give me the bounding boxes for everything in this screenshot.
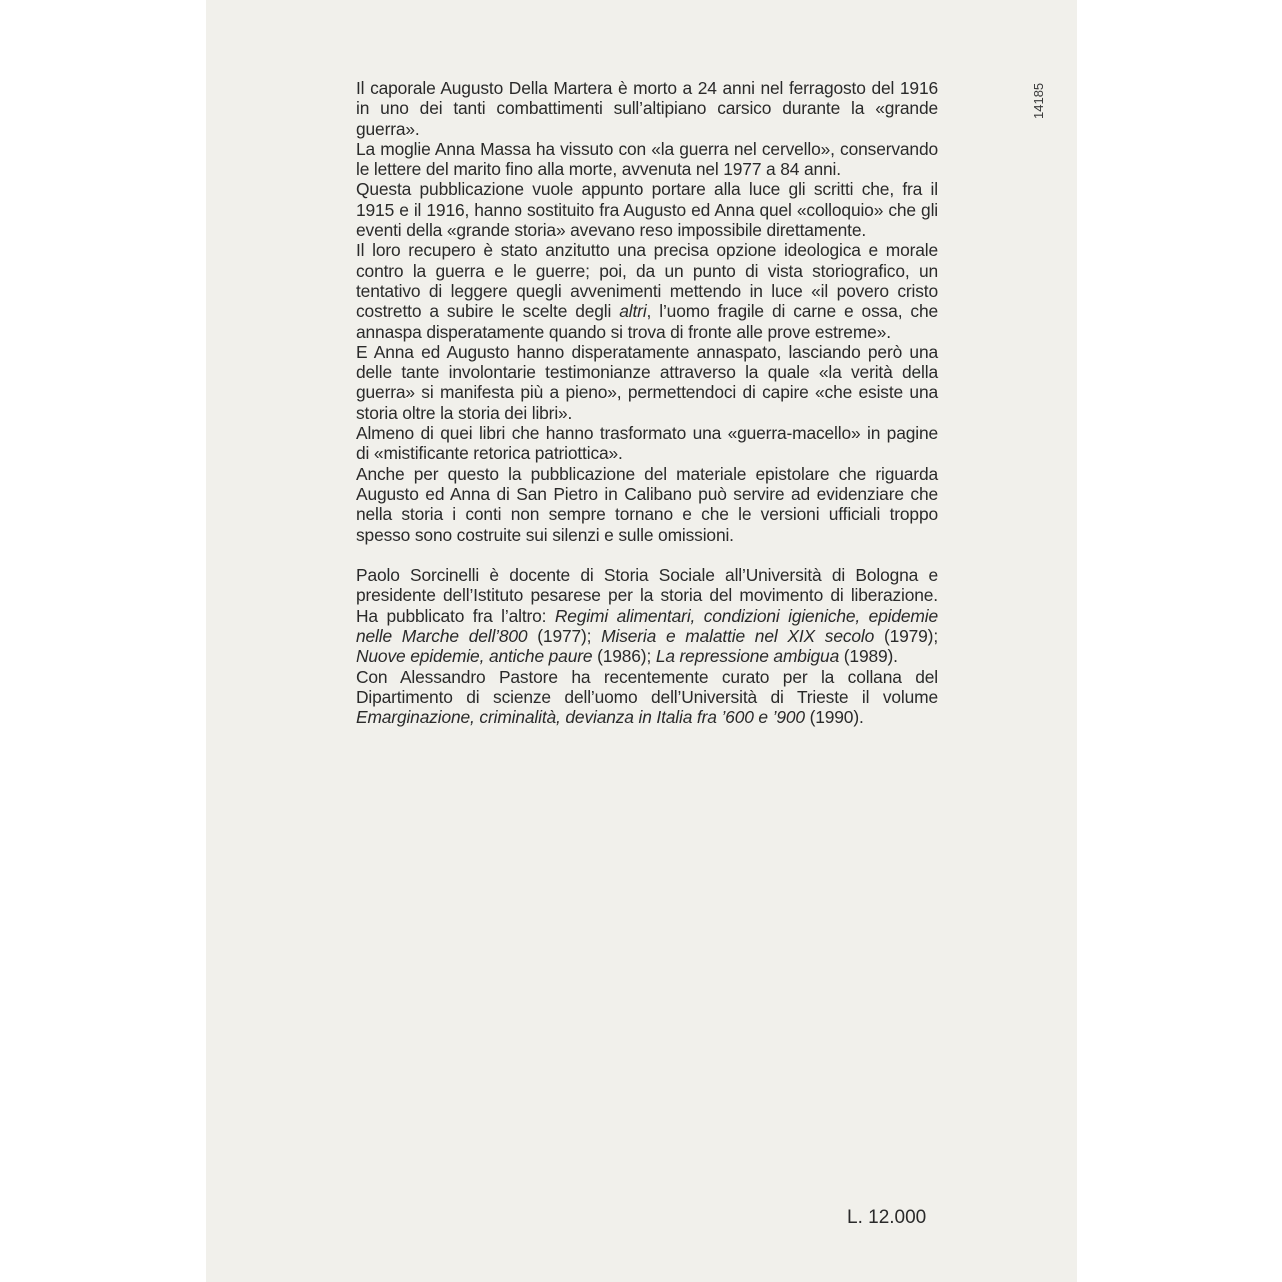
paragraph-2: La moglie Anna Massa ha vissuto con «la guerra nel cervello», conservando le lettere del marito fino alla morte, avvenuta nel 1977 a 84 anni. <box>356 138 938 180</box>
author-bio-paragraph-1 <box>356 565 938 666</box>
price-label: L. 12.000 <box>847 1207 927 1228</box>
paragraph-4-text-a: Il loro recupero è stato anzitutto una precisa opzione ideologica e morale contro la guerra e le guerre; poi, da un punto di vista storiografico, un tentativo di leggere quegli avvenimenti mettendo in luce «il povero cristo costretto a subire le scelte degli <box>356 240 938 322</box>
author-bio <box>356 565 938 727</box>
paragraph-1: Il caporale Augusto Della Martera è morto a 24 anni nel ferragosto del 1916 in uno dei tanti combattimenti sull’altipiano carsico durante la «grande guerra». <box>356 78 938 139</box>
bio-text: (1979); <box>874 626 939 647</box>
paragraph-4-text-b: , l’uomo fragile di carne e ossa, che annaspa disperatamente quando si trova di fronte alle prove estreme». <box>356 301 938 342</box>
catalog-number: 14185 <box>1031 82 1046 120</box>
bio-text: Con Alessandro Pastore ha recentemente curato per la collana del Dipartimento di scienze dell’uomo dell’Università di Trieste il volume <box>356 666 938 707</box>
bio-text: (1977); <box>527 626 602 647</box>
bio-book-title: Emarginazione, criminalità, devianza in Italia fra ’600 e ’900 <box>356 707 805 728</box>
bio-book-title: Regimi alimentari, condizioni igieniche, epidemie nelle Marche dell’800 <box>356 605 938 647</box>
paragraph-5: E Anna ed Augusto hanno disperatamente annaspato, lasciando però una delle tante involontarie testimonianze attraverso la quale «la verità della guerra» si manifesta più a pieno», permettendoci di capire «che esiste una storia oltre la storia dei libri». <box>356 341 938 423</box>
bio-text: (1989). <box>839 646 898 667</box>
book-back-cover <box>206 0 1077 1282</box>
paragraph-4-italic: altri <box>619 301 647 322</box>
paragraph-7: Anche per questo la pubblicazione del materiale epistolare che riguarda Augusto ed Anna di San Pietro in Calibano può servire ad evidenziare che nella storia i conti non sempre tornano e che le versioni ufficiali troppo spesso sono costruite sui silenzi e sulle omissioni. <box>356 463 938 545</box>
blurb-text-column <box>356 78 938 728</box>
bio-book-title: Miseria e malattie nel XIX secolo <box>601 626 875 647</box>
author-bio-paragraph-2 <box>356 667 938 728</box>
bio-text: (1990). <box>804 707 864 728</box>
paragraph-6: Almeno di quei libri che hanno trasformato una «guerra-macello» in pagine di «mistificante retorica patriottica». <box>356 423 938 464</box>
paragraph-4 <box>356 240 938 341</box>
bio-book-title: Nuove epidemie, antiche paure <box>356 646 593 667</box>
bio-book-title: La repressione ambigua <box>655 646 840 667</box>
bio-text: Paolo Sorcinelli è docente di Storia Sociale all’Università di Bologna e presidente dell’Istituto pesarese per la storia del movimento di liberazione. Ha pubblicato fra l’altro: <box>356 565 938 626</box>
paragraph-3: Questa pubblicazione vuole appunto portare alla luce gli scritti che, fra il 1915 e il 1916, hanno sostituito fra Augusto ed Anna quel «colloquio» che gli eventi della «grande storia» avevano reso impossibile direttamente. <box>356 179 938 241</box>
bio-text: (1986); <box>592 646 656 667</box>
